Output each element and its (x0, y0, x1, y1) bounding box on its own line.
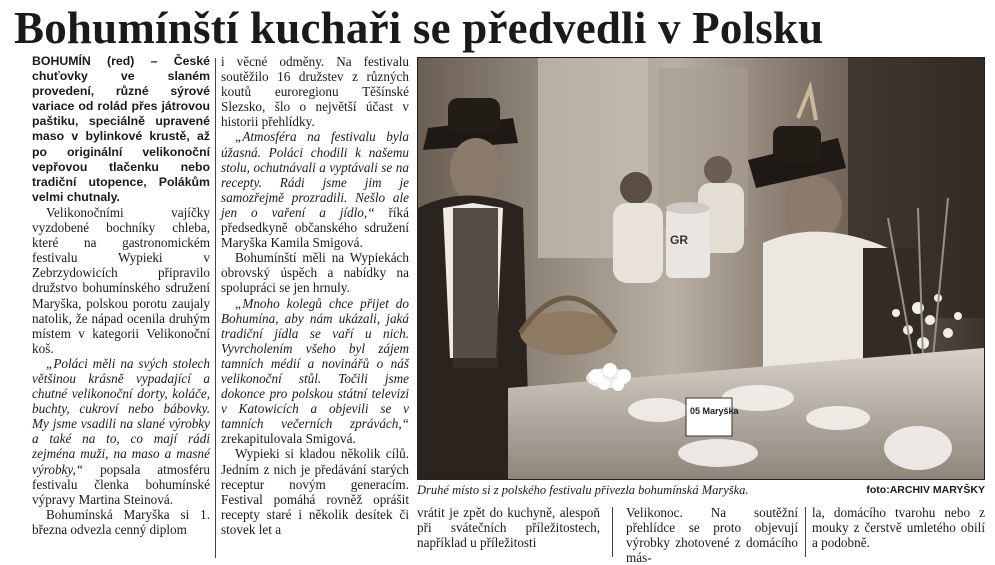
column-rule (612, 507, 613, 557)
bottom-column-2: Velikonoc. Na soutěžní přehlídce se proto objevují výrobky zhotovené z domácího más- (626, 505, 798, 565)
table-sign-label: 05 Maryška (690, 406, 739, 416)
paragraph-quote (221, 129, 409, 250)
paragraph-quote (32, 356, 210, 507)
quote-attribution: popsala atmosféru festivalu členka bohumínské výpravy Martina Steinová. (32, 461, 210, 507)
article-photo (417, 57, 985, 480)
quote-text: „Poláci měli na svých stolech většinou krásně vypadající a chutné velikonoční dorty, koláče, buchty, cukroví nebo bábovky. My jsme vsadili na slané výrobky a také na to, co mají rádi zejména muži, na maso a masné výrobky,“ (32, 355, 210, 477)
bottom-column-3: la, domácího tvarohu nebo z mouky z čerstvě umletého obilí a podobně. (812, 505, 985, 551)
bottom-column-1: vrátit je zpět do kuchyně, alespoň při svátečních příležitostech, například u příležitosti (417, 505, 600, 551)
paragraph: Bohumínští měli na Wypiekách obrovský úspěch a nabídky na spolupráci se jen hrnuly. (221, 250, 409, 296)
quote-attribution: zrekapitulovala Smigová. (221, 431, 356, 447)
photo-caption: Druhé místo si z polského festivalu přivezla bohumínská Maryška. (417, 483, 749, 497)
article-lead: BOHUMÍN (red) – České chuťovky ve slaném provedení, různé sýrové variace od rolád přes játrovou paštiku, speciálně upravené maso v bylinkové krustě, až po originální velikonoční vepřovou tlačenku nebo tradiční utopence, Polákům velmi chutnaly. (32, 54, 210, 204)
paragraph: Bohumínská Maryška si 1. března odvezla cenný diplom (32, 506, 210, 537)
column-rule (805, 507, 806, 557)
photo-illustration (418, 58, 984, 479)
paragraph-quote (221, 296, 409, 447)
paragraph: i věcné odměny. Na festivalu soutěžilo 16 družstev z různých koutů euroregionu Těšínské Slezsko, šlo o největší účast v historii přehlídky. (221, 54, 409, 130)
quote-attribution: říká předsedkyně občanského sdružení Maryška Kamila Smigová. (221, 204, 409, 251)
quote-text: „Mnoho kolegů chce přijet do Bohumína, aby nám ukázali, jaká tradiční jídla se vaří u nich. Vyvrcholením všeho byl zájem tamních médií a novinářů o náš velikonoční stůl. Točili jsme dokonce pro polskou státní televizi v Katowicích a objevili se v tamních večerních zprávách,“ (221, 295, 409, 432)
column-rule (215, 58, 216, 558)
article-column-1 (32, 54, 210, 537)
jar-label: GR (670, 233, 688, 247)
article-headline: Bohumínští kuchaři se předvedli v Polsku (14, 3, 824, 53)
photo-credit: foto:ARCHIV MARYŠKY (866, 484, 985, 496)
paragraph: Wypieki si kladou několik cílů. Jedním z nich je předávání starých receptur novým generacím. Festival pomáhá rovněž oprášit recepty staré i několik desítek či stovek let a (221, 446, 409, 537)
article-column-2 (221, 54, 409, 537)
quote-text: „Atmosféra na festivalu byla úžasná. Poláci chodili k našemu stolu, ochutnávali a vyptávali se na recepty. Rádi jsme jim je samozřejmě prozradili. Nešlo ale jen o vaření a jídlo,“ (221, 129, 409, 220)
paragraph: Velikonočními vajíčky vyzdobené bochníky chleba, které na gastronomickém festivalu Wypieki v Zebrzydowicích připravilo družstvo bohumínského sdružení Maryška, polskou porotu zaujaly natolik, že nápad ocenila druhým místem v kategorii Velikonoční koš. (32, 204, 210, 356)
